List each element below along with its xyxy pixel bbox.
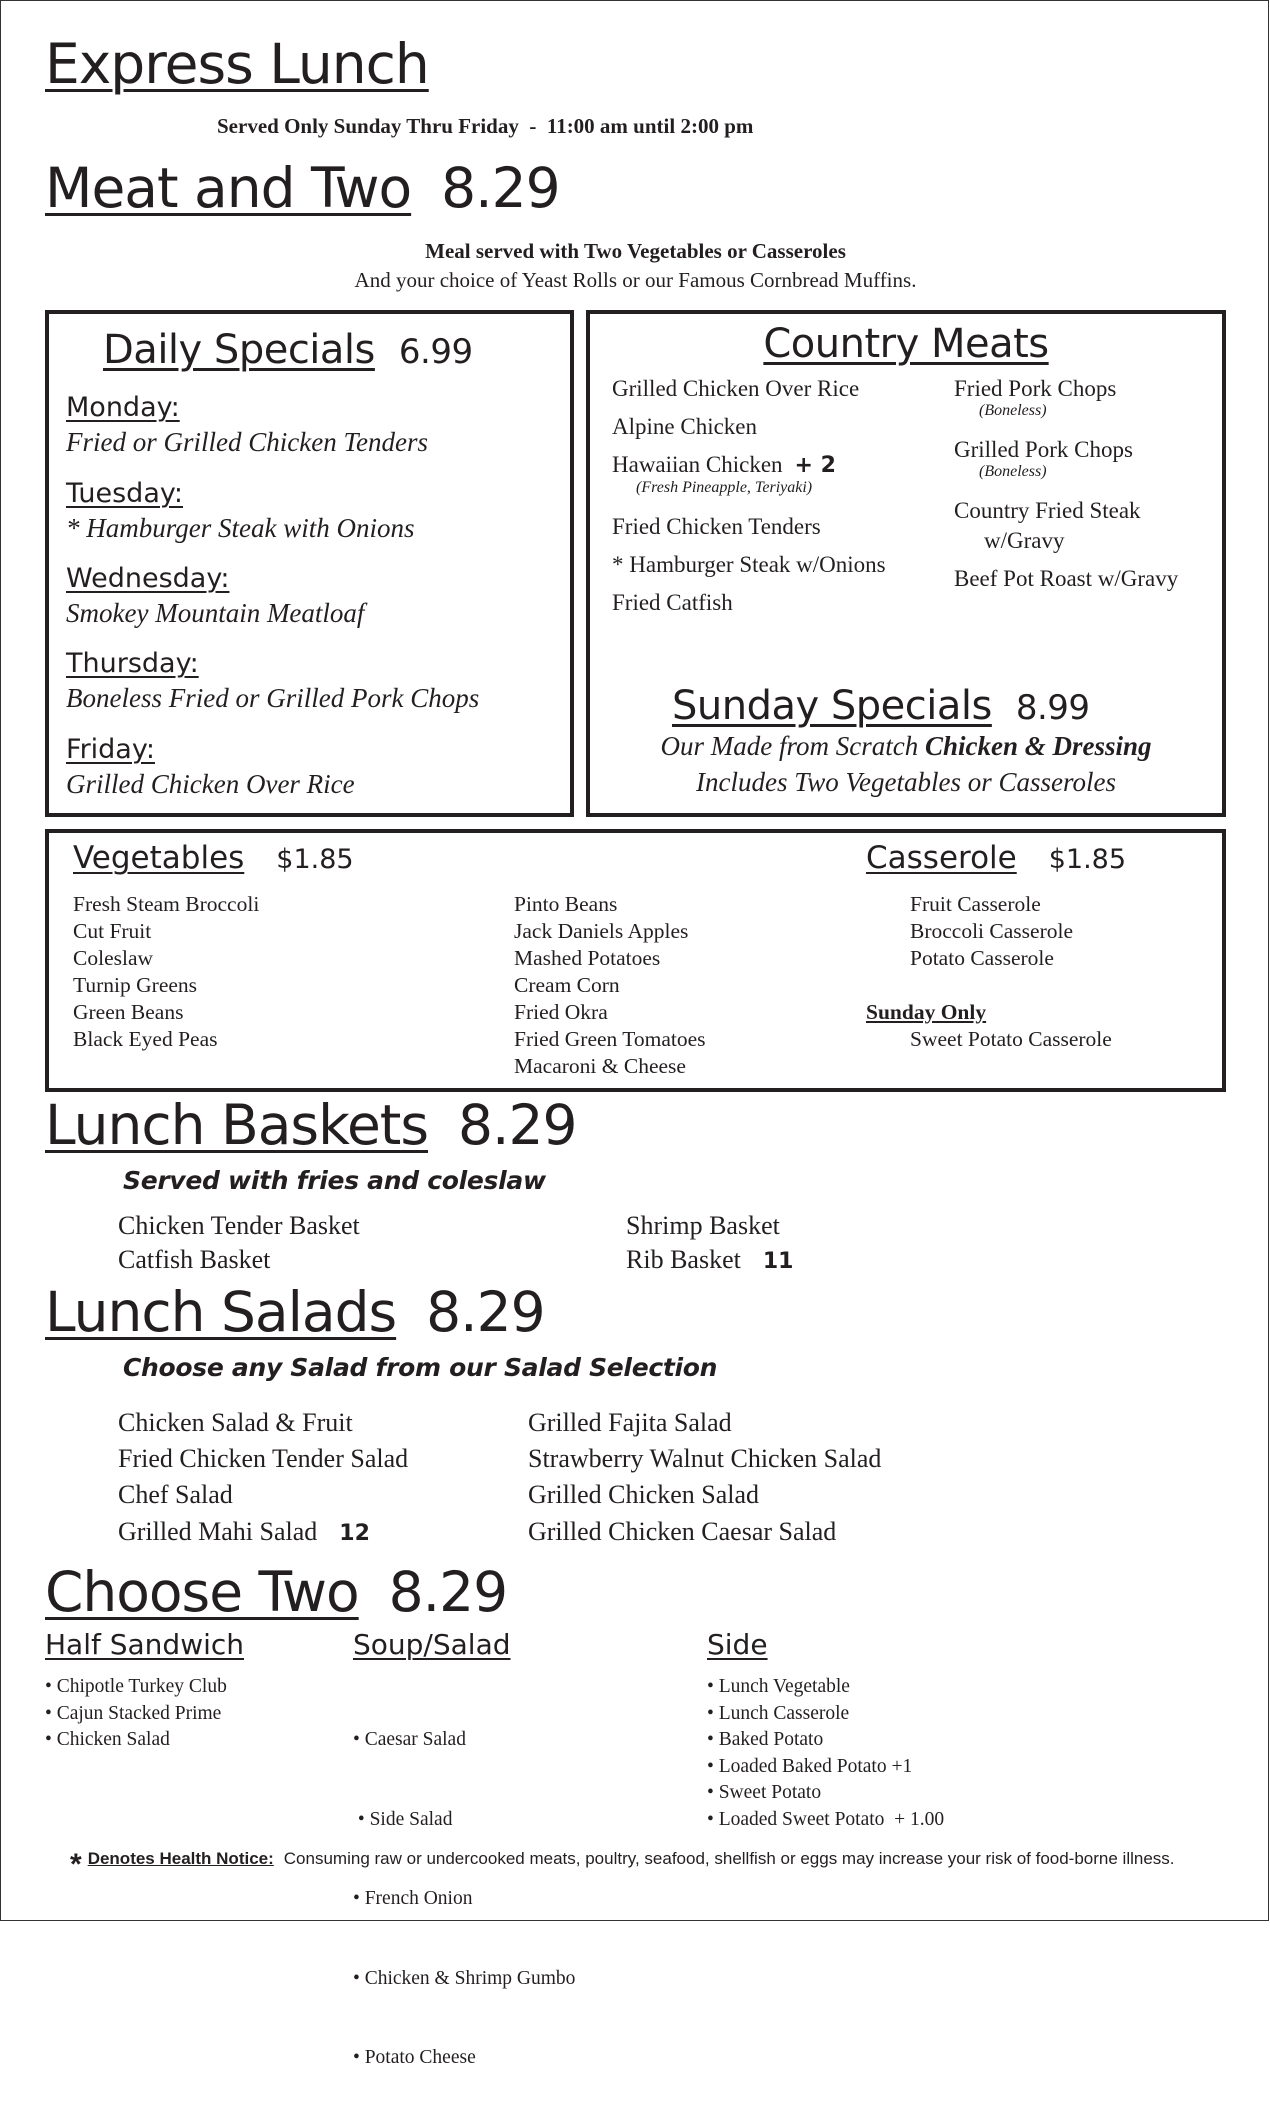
sunday-specials-title: Sunday Specials [672, 683, 992, 729]
sunday-specials-line2: Includes Two Vegetables or Casseroles [696, 767, 1116, 797]
salad-item: Grilled Chicken Caesar Salad [528, 1517, 837, 1546]
day-wednesday-item: Smokey Mountain Meatloaf [66, 598, 365, 628]
vegetable-item: Green Beans [73, 1000, 184, 1024]
health-notice [70, 1850, 1175, 1880]
meat-and-two-price: 8.29 [441, 156, 560, 220]
day-monday: Monday: [66, 392, 180, 423]
basket-item: Shrimp Basket [626, 1211, 780, 1240]
sunday-only-label: Sunday Only [866, 1000, 987, 1024]
boneless-note: (Boneless) [979, 463, 1047, 480]
basket-item: Chicken Tender Basket [118, 1211, 360, 1240]
meat-and-two-heading [45, 156, 560, 220]
side-item: • Baked Potato [707, 1729, 824, 1750]
country-fried-steak-line2: w/Gravy [984, 528, 1065, 553]
mahi-salad-price: 12 [339, 1521, 370, 1546]
vegetable-item: Jack Daniels Apples [514, 919, 689, 943]
vegetable-item: Fried Green Tomatoes [514, 1027, 706, 1051]
country-meats-title: Country Meats [763, 321, 1049, 367]
country-meats-heading [590, 321, 1222, 367]
vegetable-item: Turnip Greens [73, 973, 198, 997]
vegetables-col1 [73, 891, 259, 1053]
country-meat-item: * Hamburger Steak w/Onions [612, 552, 886, 577]
country-meats-box [586, 310, 1226, 817]
vegetable-item: Cream Corn [514, 973, 620, 997]
side-list [707, 1674, 944, 1833]
lunch-baskets-subtitle: Served with fries and coleslaw [123, 1166, 546, 1195]
soup-salad-item: • Side Salad [353, 1808, 453, 1830]
vegetables-price: $1.85 [276, 844, 354, 875]
country-meat-item: Fried Pork Chops [954, 376, 1117, 401]
lunch-salads-subtitle: Choose any Salad from our Salad Selection [123, 1353, 718, 1382]
sunday-specials-line1 [590, 733, 1222, 760]
vegetables-box [45, 829, 1226, 1092]
soup-salad-item: • Caesar Salad [353, 1729, 466, 1750]
soup-salad-title: Soup/Salad [353, 1628, 511, 1661]
choose-two-heading [45, 1560, 508, 1624]
salad-item: Grilled Chicken Salad [528, 1480, 760, 1509]
hawaiian-chicken-label: Hawaiian Chicken [612, 452, 783, 477]
day-monday-item: Fried or Grilled Chicken Tenders [66, 427, 428, 457]
lunch-baskets-heading [45, 1093, 577, 1157]
soup-salad-item: • French Onion [353, 1888, 473, 1909]
vegetable-item: Black Eyed Peas [73, 1027, 218, 1051]
casserole-list [910, 891, 1073, 972]
country-meat-item [612, 453, 836, 477]
health-notice-text: Consuming raw or undercooked meats, poultry, seafood, shellfish or eggs may increase your risk of food-borne illness. [283, 1849, 1175, 1868]
express-lunch-hours: Served Only Sunday Thru Friday - 11:00 am until 2:00 pm [217, 114, 754, 138]
sunday-specials-line1-b: Chicken & Dressing [924, 731, 1152, 761]
lunch-salads-heading [45, 1280, 545, 1344]
daily-specials-price: 6.99 [398, 332, 473, 372]
country-meat-item: Alpine Chicken [612, 414, 757, 439]
side-item: • Lunch Casserole [707, 1702, 850, 1724]
meat-and-two-line2: And your choice of Yeast Rolls or our Famous Cornbread Muffins. [354, 268, 917, 292]
country-meat-item: Grilled Pork Chops [954, 437, 1133, 462]
casserole-item: Fruit Casserole [910, 892, 1041, 916]
vegetable-item: Fried Okra [514, 1000, 608, 1024]
country-meat-item: Country Fried Steak [954, 498, 1141, 523]
lunch-baskets-title: Lunch Baskets [45, 1093, 429, 1157]
side-item: • Sweet Potato [707, 1782, 822, 1803]
daily-specials-title: Daily Specials [103, 327, 375, 373]
side-item: • Lunch Vegetable [707, 1676, 850, 1697]
vegetable-item: Cut Fruit [73, 919, 152, 943]
casserole-item: Potato Casserole [910, 946, 1054, 970]
salad-item [118, 1519, 370, 1545]
day-thursday-item: Boneless Fried or Grilled Pork Chops [66, 683, 480, 713]
express-lunch-title: Express Lunch [45, 32, 429, 96]
lunch-salads-title: Lunch Salads [45, 1280, 397, 1344]
half-sandwich-list [45, 1674, 227, 1754]
day-friday: Friday: [66, 734, 155, 765]
vegetable-item: Macaroni & Cheese [514, 1054, 686, 1078]
half-sandwich-item: • Cajun Stacked Prime [45, 1702, 222, 1724]
rib-basket-label: Rib Basket [626, 1245, 741, 1274]
rib-basket-price: 11 [762, 1249, 794, 1274]
basket-item [626, 1247, 793, 1273]
salad-item: Chef Salad [118, 1480, 233, 1509]
salad-item: Grilled Fajita Salad [528, 1408, 732, 1437]
express-lunch-heading [45, 32, 429, 96]
side-item: • Loaded Baked Potato +1 [707, 1755, 913, 1777]
casserole-price: $1.85 [1048, 844, 1127, 875]
vegetable-item: Coleslaw [73, 946, 154, 970]
side-title: Side [707, 1628, 768, 1661]
vegetables-col2 [514, 891, 706, 1080]
sunday-specials-price: 8.99 [1015, 688, 1090, 728]
soup-salad-item: • Potato Cheese [353, 2047, 476, 2068]
day-wednesday: Wednesday: [66, 563, 230, 594]
day-thursday: Thursday: [66, 648, 199, 679]
soup-salad-item: • Chicken & Shrimp Gumbo [353, 1967, 576, 1989]
casserole-heading [866, 840, 1127, 876]
sunday-specials-heading [672, 683, 1090, 729]
mahi-salad-label: Grilled Mahi Salad [118, 1517, 318, 1546]
daily-specials-box [45, 310, 574, 817]
salad-item: Chicken Salad & Fruit [118, 1408, 353, 1437]
half-sandwich-item: • Chicken Salad [45, 1729, 170, 1750]
sunday-specials-line1-a: Our Made from Scratch [660, 731, 925, 761]
boneless-note: (Boneless) [979, 402, 1047, 419]
country-meat-item: Fried Chicken Tenders [612, 514, 821, 539]
hawaiian-upcharge: + 2 [794, 453, 836, 478]
day-tuesday: Tuesday: [66, 478, 183, 509]
country-meat-item: Fried Catfish [612, 590, 733, 615]
country-meat-item: Beef Pot Roast w/Gravy [954, 566, 1179, 591]
vegetables-title: Vegetables [73, 840, 245, 876]
meat-and-two-title: Meat and Two [45, 156, 412, 220]
choose-two-title: Choose Two [45, 1560, 359, 1624]
day-friday-item: Grilled Chicken Over Rice [66, 769, 355, 799]
half-sandwich-title: Half Sandwich [45, 1628, 245, 1661]
health-notice-label: Denotes Health Notice: [87, 1849, 274, 1868]
basket-item: Catfish Basket [118, 1245, 271, 1274]
lunch-baskets-price: 8.29 [458, 1093, 577, 1157]
meat-and-two-line1: Meal served with Two Vegetables or Casseroles [425, 239, 846, 263]
country-meat-item: Grilled Chicken Over Rice [612, 376, 860, 401]
choose-two-price: 8.29 [388, 1560, 508, 1624]
sunday-only-item: Sweet Potato Casserole [910, 1027, 1112, 1051]
soup-salad-list [353, 1674, 575, 2125]
side-item: • Loaded Sweet Potato + 1.00 [707, 1808, 945, 1830]
vegetable-item: Mashed Potatoes [514, 946, 661, 970]
vegetable-item: Pinto Beans [514, 892, 618, 916]
salad-item: Strawberry Walnut Chicken Salad [528, 1444, 882, 1473]
casserole-title: Casserole [866, 840, 1017, 876]
daily-specials-heading [103, 327, 473, 373]
vegetable-item: Fresh Steam Broccoli [73, 892, 260, 916]
salad-item: Fried Chicken Tender Salad [118, 1444, 409, 1473]
half-sandwich-item: • Chipotle Turkey Club [45, 1676, 227, 1697]
hawaiian-note: (Fresh Pineapple, Teriyaki) [636, 479, 813, 496]
day-tuesday-item: * Hamburger Steak with Onions [66, 513, 415, 543]
casserole-item: Broccoli Casserole [910, 919, 1073, 943]
vegetables-heading [73, 840, 354, 876]
health-notice-star: * [70, 1848, 82, 1881]
lunch-salads-price: 8.29 [426, 1280, 545, 1344]
